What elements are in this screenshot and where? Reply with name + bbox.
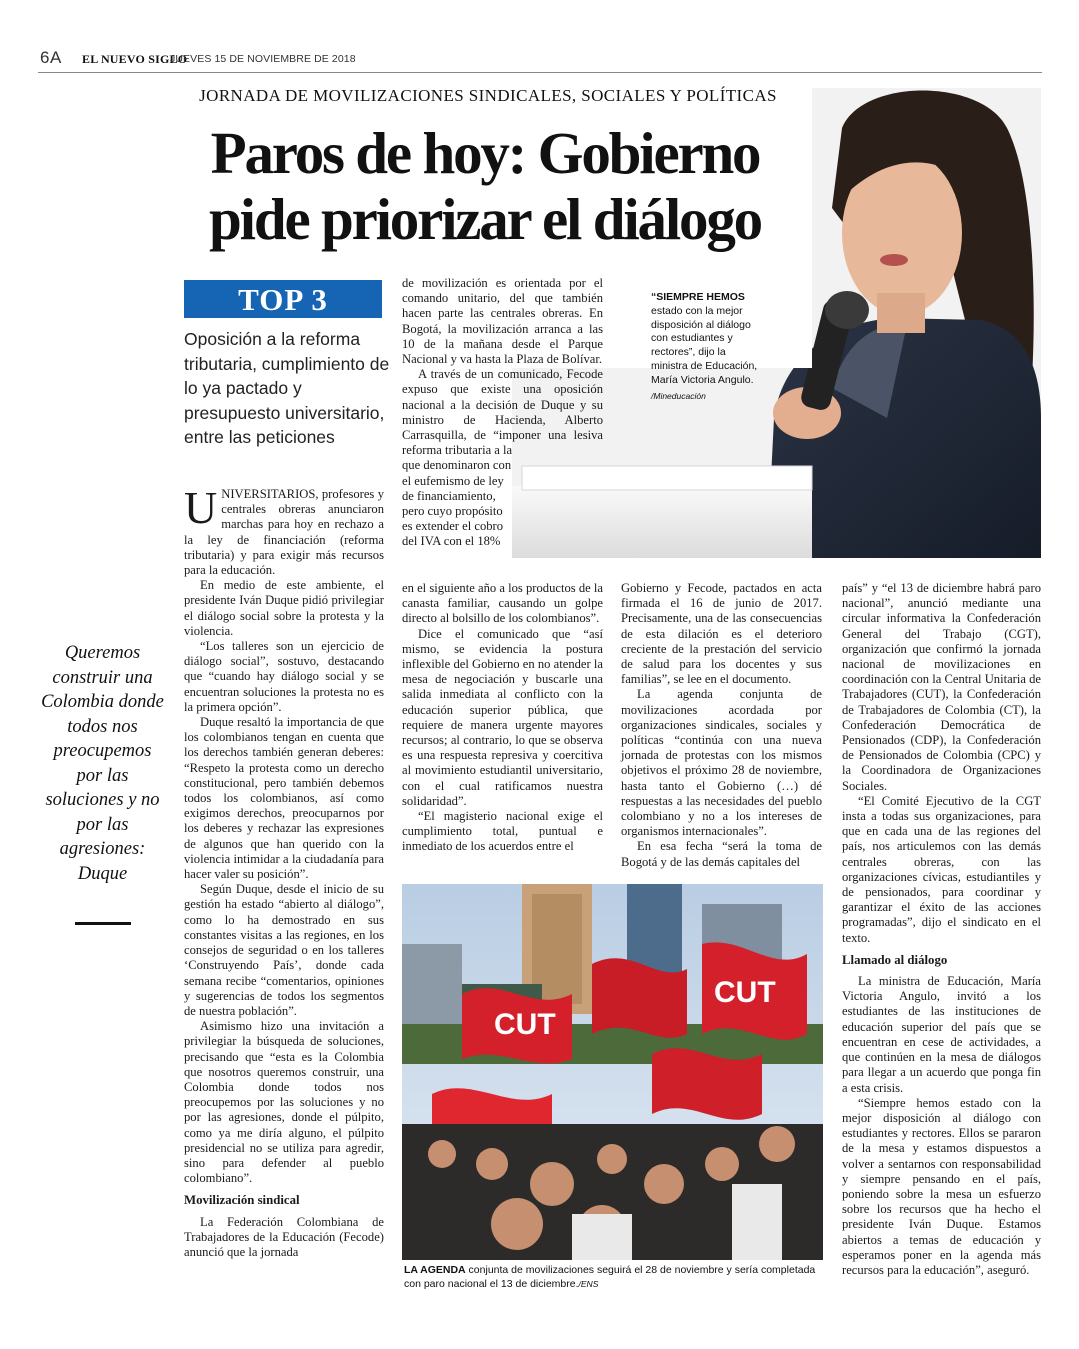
paragraph: A través de un comunicado, Fecode expuso que existe una oposición nacional a la decisión de Duque y su ministro de Hacienda, Alberto Carrasquilla, de “imponer una lesiva reforma tributaria a la bbox=[402, 367, 603, 458]
pull-quote: Queremos construir una Colombia donde todos nos preocupemos por las soluciones y no por las agresiones: Duque bbox=[41, 643, 164, 884]
page-number: 6A bbox=[40, 48, 62, 67]
top3-summary: Oposición a la reforma tributaria, cumplimiento de lo ya pactado y presupuesto universitario, entre las peticiones bbox=[184, 329, 390, 447]
paragraph: en el siguiente año a los productos de la canasta familiar, causando un golpe directo al bolsillo de los colombianos”. bbox=[402, 581, 603, 626]
paragraph: La ministra de Educación, María Victoria Angulo, invitó a los estudiantes de las instituciones de educación superior del país que se encuentran en cese de actividades, a que continúen en la mesa de diálogos para llegar a un acuerdo que ponga fin a esta crisis. bbox=[842, 974, 1041, 1095]
paragraph: “El Comité Ejecutivo de la CGT insta a todas sus organizaciones, para que en cada una de las regiones del país, nos articulemos con las demás centrales obreras, con las organizaciones cívicas, estudiantiles y de pensionados, para coordinar y garantizar el éxito de las acciones programadas”, dijo el sindicato en el texto. bbox=[842, 793, 1041, 945]
paragraph: “Los talleres son un ejercicio de diálogo social”, sostuvo, destacando que “cuando hay diálogo social y se encuentran soluciones la protesta no es la primera opción”. bbox=[184, 639, 384, 714]
protest-photo-illustration bbox=[402, 884, 823, 1260]
subhead: Llamado al diálogo bbox=[842, 952, 948, 967]
headline-line-2: pide priorizar el diálogo bbox=[209, 186, 761, 252]
pull-quote-rule bbox=[75, 922, 131, 925]
caption-lead: “SIEMPRE HEMOS bbox=[651, 291, 745, 303]
paragraph: La Federación Colombiana de Trabajadores de la Educación (Fecode) anunció que la jornada bbox=[184, 1214, 384, 1259]
paragraph: En esa fecha “será la toma de Bogotá y de las demás capitales del bbox=[621, 839, 822, 869]
paragraph bbox=[184, 482, 384, 578]
paragraph: Según Duque, desde el inicio de su gestión ha estado “abierto al diálogo”, como lo ha demostrado en sus constantes visitas a las regiones, en los consejos de seguridad o en los talleres ‘Construyendo País’, donde cada semana recibe “comentarios, opiniones y sugerencias de todos los segmentos de nuestra población”. bbox=[184, 882, 384, 1018]
caption-body: estado con la mejor disposición al diálogo con estudiantes y rectores”, dijo la ministra de Educación, María Victoria Angulo. bbox=[651, 304, 758, 386]
subhead: Movilización sindical bbox=[184, 1193, 300, 1208]
headline bbox=[150, 120, 820, 252]
masthead: EL NUEVO SIGLO bbox=[82, 52, 188, 66]
minister-photo-caption bbox=[651, 291, 761, 403]
article-column-3 bbox=[621, 581, 822, 870]
article-column-2 bbox=[402, 581, 603, 855]
section-kicker: JORNADA DE MOVILIZACIONES SINDICALES, SOCIALES Y POLÍTICAS bbox=[199, 86, 777, 105]
paragraph: “El magisterio nacional exige el cumplimiento total, puntual e inmediato de los acuerdos entre el bbox=[402, 809, 603, 854]
paragraph: Asimismo hizo una invitación a privilegiar la búsqueda de soluciones, precisando que “esta es la Colombia que nosotros queremos construir, una Colombia donde todos nos preocupemos por las soluciones y no por las agresiones, donde el púlpito, como ya me diría alguno, el púlpito presidencial no se utiliza para agredir, sino para defender al pueblo colombiano”. bbox=[184, 1019, 384, 1186]
article-column-1 bbox=[184, 482, 384, 1260]
headline-line-1: Paros de hoy: Gobierno bbox=[210, 120, 760, 186]
paragraph: Dice el comunicado que “así mismo, se evidencia la postura inflexible del Gobierno en no atender la mesa de negociación y buscarle una salida inmediata al conflicto con la educación superior pública, que requiere de manera urgente mayores recursos; al contrario, lo que se observa es una respuesta represiva y coercitiva al movimiento estudiantil universitario, con el cual ratificamos nuestra solidaridad”. bbox=[402, 626, 603, 808]
paragraph: Duque resaltó la importancia de que los colombianos tengan en cuenta que los derechos también generan deberes: “Respeto la protesta como un derecho constitucional, pero también debemos todos los colombianos, así como exigimos derechos, preocuparnos por los deberes y rechazar las expresiones de algunos que han querido con la violencia intimidar a la ciudadanía para hacer valer su posición”. bbox=[184, 715, 384, 882]
flag-text: CUT bbox=[494, 1008, 556, 1041]
paragraph: “Siempre hemos estado con la mejor disposición al diálogo con estudiantes y rectores. Ellos se pararon de la mesa y estamos dispuestos a volver a sentarnos con responsabilidad y siempre pensando en el país, poniendo sobre la mesa un esfuerzo sobre los recursos que ha hecho el presidente Iván Duque. Estamos abiertos a temas de educación y esperamos poner en la agenda más recursos para la educación”, aseguró. bbox=[842, 1095, 1041, 1277]
photo-credit: /ENS bbox=[578, 1278, 599, 1289]
paragraph: de movilización es orientada por el comando unitario, del que también hacen parte las centrales obreras. En Bogotá, la movilización arranca a las 10 de la mañana desde el Parque Nacional y va hasta la Plaza de Bolívar. bbox=[402, 276, 603, 367]
protest-photo-caption bbox=[404, 1264, 824, 1292]
paragraph: La agenda conjunta de movilizaciones acordada por organizaciones sindicales, sociales y políticas “continúa con una nueva jornada de protestas con los mismos objetivos el próximo 28 de noviembre, hasta tanto el Gobierno (…) dé respuestas a las necesidades del pueblo colombiano y no a los intereses de organismos internacionales”. bbox=[621, 687, 822, 839]
caption-lead: LA AGENDA bbox=[404, 1264, 466, 1276]
top3-badge: TOP 3 bbox=[184, 280, 382, 318]
publication-date: JUEVES 15 DE NOVIEMBRE DE 2018 bbox=[170, 53, 356, 65]
article-column-4 bbox=[842, 581, 1041, 1278]
paragraph: país” y “el 13 de diciembre habrá paro nacional”, anunció mediante una circular informativa la Confederación General del Trabajo (CGT), organización que confirmó la jornada nacional de movilizaciones en coordinación con la Central Unitaria de Trabajadores (CUT), la Confederación de Trabajadores de Colombia (CT), la Confederación Democrática de Pensionados (CDP), la Confederación de Pensionados de Colombia (CPC) y la Coordinadora de Organizaciones Sociales. bbox=[842, 581, 1041, 793]
lead-word: NIVERSITARIOS, bbox=[221, 487, 319, 501]
drop-cap: U bbox=[184, 482, 218, 533]
paragraph-text: profesores y centrales obreras anunciaron marchas para hoy en rechazo a la ley de financiación (reforma tributaria) y para exigir más recursos para la educación. bbox=[184, 487, 384, 578]
paragraph-wrap: que denominaron con el eufemismo de ley de financiamiento, pero cuyo propósito es extender el cobro del IVA con el 18% bbox=[402, 458, 512, 549]
caption-body: conjunta de movilizaciones seguirá el 28 de noviembre y sería completada con paro nacional el 13 de diciembre. bbox=[404, 1264, 816, 1290]
paragraph: Gobierno y Fecode, pactados en acta firmada el 16 de junio de 2017. Precisamente, una de las consecuencias de esta dilación es el deterioro creciente de la prestación del servicio de salud para los docentes y sus familias”, se lee en el documento. bbox=[621, 581, 822, 687]
flag-text: CUT bbox=[714, 976, 776, 1009]
paragraph: En medio de este ambiente, el presidente Iván Duque pidió privilegiar el diálogo social sobre la protesta y la violencia. bbox=[184, 578, 384, 638]
article-column-2-top bbox=[402, 276, 603, 550]
protest-photo bbox=[402, 884, 823, 1260]
header-rule bbox=[38, 72, 1042, 73]
photo-credit: /Mineducación bbox=[651, 390, 706, 401]
